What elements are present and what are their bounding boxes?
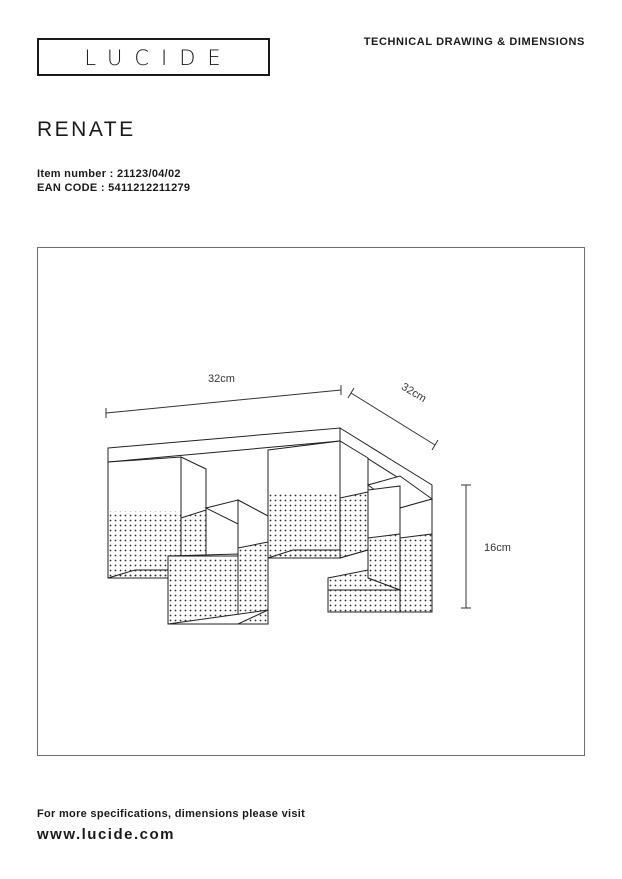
width-dimension-label: 32cm xyxy=(208,373,235,385)
ean-code: EAN CODE : 5411212211279 xyxy=(37,182,191,194)
depth-dimension-label: 32cm xyxy=(399,380,429,406)
luminaire-drawing xyxy=(108,428,432,624)
document-type-title: TECHNICAL DRAWING & DIMENSIONS xyxy=(363,36,585,48)
product-name: RENATE xyxy=(37,118,136,141)
item-number: Item number : 21123/04/02 xyxy=(37,168,181,180)
brand-logo-text: LUCIDE xyxy=(84,46,233,70)
product-meta xyxy=(37,167,190,195)
height-dimension-line xyxy=(461,485,471,608)
width-dimension-line xyxy=(106,385,341,418)
footer-note: For more specifications, dimensions please visit xyxy=(37,808,306,820)
height-dimension-label: 16cm xyxy=(484,542,511,554)
website-link[interactable]: www.lucide.com xyxy=(37,826,175,843)
technical-drawing xyxy=(38,248,586,757)
drawing-frame xyxy=(37,247,585,756)
brand-logo xyxy=(37,38,270,76)
